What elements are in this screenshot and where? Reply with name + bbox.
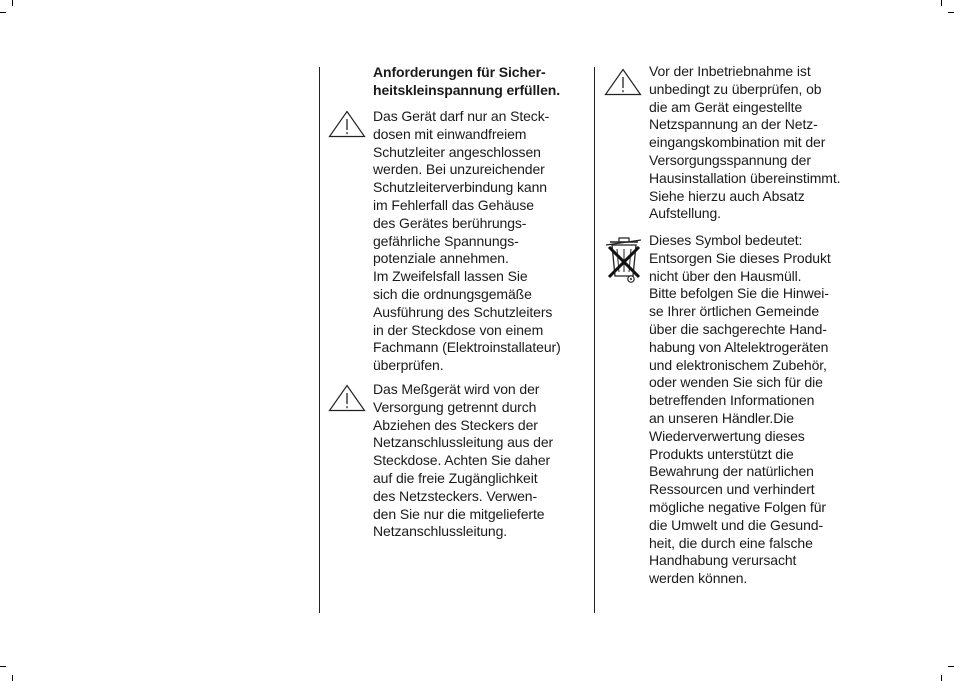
crop-mark: [12, 0, 13, 6]
crossed-out-wheelie-bin-icon: [603, 233, 645, 285]
column-rule-left: [319, 67, 320, 613]
section-heading: Anforderungen für Sicher- heitskleinspannung erfüllen.: [373, 64, 561, 98]
warning-text-grounding: Das Gerät darf nur an Steck- dosen mit einwandfreiem Schutzleiter angeschlossen werden. Bei unzureichender Schutzleiterverbindung kann im Fehlerfall das Gehäuse des Gerätes berührungs- gefährliche Spannungs- potenziale annehmen. Im Zweifelsfall lassen Sie sich die ordnungsgemäße Ausführung des Schutzleiters in der Steckdose von einem Fachmann (Elektroinstallateur) überprüfen.: [373, 108, 561, 374]
crop-mark: [12, 675, 13, 681]
crop-mark: [948, 666, 954, 667]
crop-mark: [0, 12, 6, 13]
column-rule-right: [594, 67, 595, 613]
warning-text-disconnect: Das Meßgerät wird von der Versorgung getrennt durch Abziehen des Steckers der Netzanschlussleitung aus der Steckdose. Achten Sie daher auf die freie Zugänglichkeit des Netzsteckers. Verwen- den Sie nur die mitgelieferte Netzanschlussleitung.: [373, 381, 554, 540]
warning-triangle-icon: [328, 384, 366, 412]
warning-text-voltage: Vor der Inbetriebnahme ist unbedingt zu überprüfen, ob die am Gerät eingestellte Netzspannung an der Netz- eingangskombination mit der Versorgungsspannung der Hausinstallation übereinstimmt. Siehe hierzu auch Absatz Aufstellung.: [649, 63, 841, 222]
warning-triangle-icon: [604, 68, 642, 96]
crop-mark: [941, 0, 942, 6]
crop-mark: [948, 12, 954, 13]
crop-mark: [941, 675, 942, 681]
warning-triangle-icon: [328, 110, 366, 138]
disposal-text: Dieses Symbol bedeutet: Entsorgen Sie dieses Produkt nicht über den Hausmüll. Bitte befolgen Sie die Hinwei- se Ihrer örtlichen Gemeinde über die sachgerechte Hand- habung von Altelektrogeräten und elektronischem Zubehör, oder wenden Sie sich für die betreffenden Informationen an unseren Händler.Die Wiederverwertung dieses Produkts unterstützt die Bewahrung der natürlichen Ressourcen und verhindert mögliche negative Folgen für die Umwelt und die Gesund- heit, die durch eine falsche Handhabung verursacht werden können.: [649, 232, 831, 587]
crop-mark: [0, 666, 6, 667]
